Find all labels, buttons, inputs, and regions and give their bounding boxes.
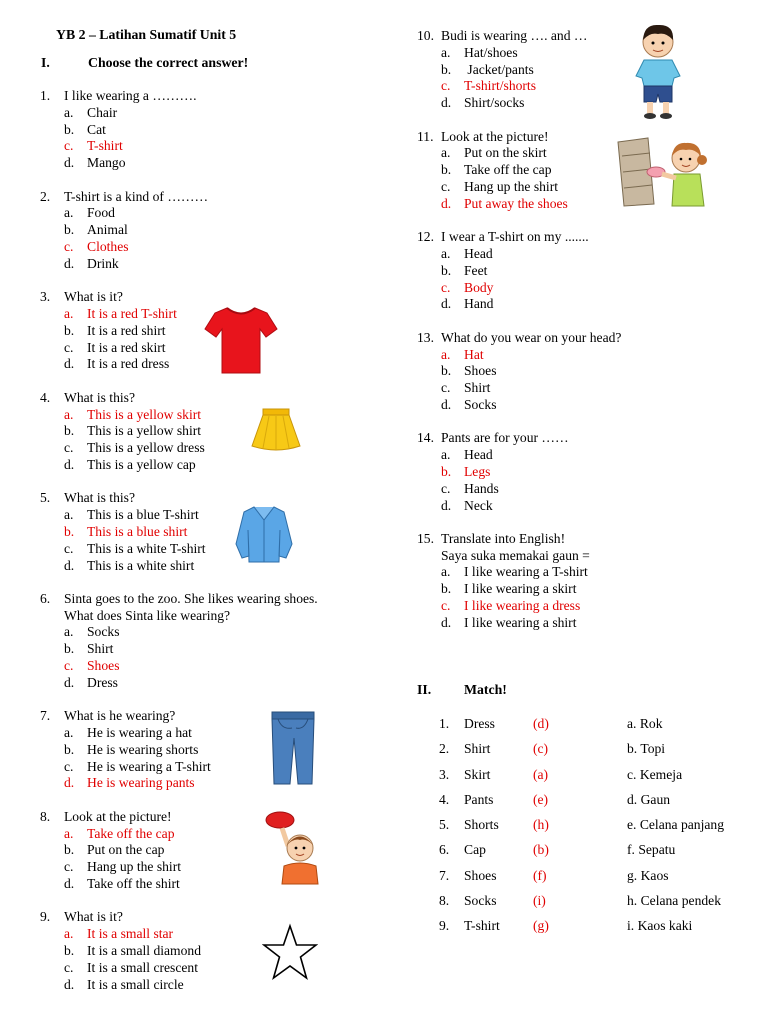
question-number: 14. xyxy=(417,430,434,446)
matching-answer: (i) xyxy=(533,893,546,909)
option-text: Dress xyxy=(87,674,118,690)
worksheet-title: YB 2 – Latihan Sumatif Unit 5 xyxy=(56,27,237,42)
answer-option xyxy=(417,296,621,313)
option-text: Socks xyxy=(464,396,497,412)
blue-shirt-picture xyxy=(232,504,296,564)
question-10 xyxy=(417,28,621,112)
matching-word: Cap xyxy=(464,842,486,858)
option-letter: d. xyxy=(64,456,75,472)
option-letter: b. xyxy=(441,581,452,597)
option-text: Shoes xyxy=(464,363,497,379)
question-13 xyxy=(417,330,621,414)
question-11 xyxy=(417,129,621,213)
option-letter: a. xyxy=(64,305,74,321)
answer-option xyxy=(417,564,621,581)
answer-option xyxy=(417,581,621,598)
matching-answer: (e) xyxy=(533,791,549,807)
option-letter: d. xyxy=(64,155,75,171)
answer-option xyxy=(417,95,621,112)
matching-choice: a. Rok xyxy=(627,716,663,731)
question-number: 1. xyxy=(40,88,51,103)
answer-option-correct xyxy=(417,196,621,213)
matching-answer: (f) xyxy=(533,867,547,883)
answer-option xyxy=(417,447,621,464)
option-letter: d. xyxy=(441,396,452,412)
option-letter: d. xyxy=(441,296,452,312)
question-number: 3. xyxy=(40,289,51,305)
answer-option xyxy=(40,675,318,692)
option-text: This is a yellow cap xyxy=(87,456,196,472)
matching-word: Socks xyxy=(464,893,497,909)
star-picture xyxy=(262,922,318,984)
question-number: 12. xyxy=(417,229,434,245)
matching-answer: (d) xyxy=(533,716,549,731)
option-text: He is wearing pants xyxy=(87,775,195,791)
option-letter: b. xyxy=(64,523,75,539)
matching-answer: (b) xyxy=(533,842,549,858)
option-letter: d. xyxy=(64,775,75,791)
matching-answer: (g) xyxy=(533,918,549,934)
option-text: T-shirt xyxy=(87,138,123,154)
section-2-text: Match! xyxy=(464,682,507,697)
matching-number: 6. xyxy=(439,842,450,858)
question-number: 2. xyxy=(40,188,51,204)
matching-choice: d. Gaun xyxy=(627,791,671,807)
matching-number: 2. xyxy=(439,741,450,757)
answer-option xyxy=(417,615,621,632)
answer-option-correct xyxy=(417,598,621,615)
option-text: I like wearing a skirt xyxy=(464,581,577,597)
option-text: Take off the cap xyxy=(87,825,175,841)
question-stem-line xyxy=(417,229,621,246)
question-number xyxy=(417,548,441,565)
matching-word: Pants xyxy=(464,791,494,807)
question-text: What is it? xyxy=(64,289,123,305)
option-text: It is a red skirt xyxy=(87,339,166,355)
option-letter: a. xyxy=(64,624,74,640)
question-stem-line xyxy=(417,430,621,447)
question-number: 6. xyxy=(40,590,51,606)
option-text: Take off the shirt xyxy=(87,876,180,892)
answer-option xyxy=(40,457,318,474)
boy-tshirt-shorts-picture xyxy=(630,20,686,120)
option-text: This is a blue T-shirt xyxy=(87,507,199,523)
matching-number: 3. xyxy=(439,766,450,782)
answer-option xyxy=(417,380,621,397)
option-text: Put on the skirt xyxy=(464,145,547,161)
question-stem-line xyxy=(40,390,318,407)
answer-option xyxy=(40,105,318,122)
option-letter: b. xyxy=(64,322,75,338)
matching-number: 8. xyxy=(439,893,450,909)
option-letter: b. xyxy=(64,741,75,757)
question-number: 9. xyxy=(40,909,51,925)
section-2-number: II. xyxy=(417,682,432,697)
option-letter: c. xyxy=(64,339,74,355)
option-text: It is a red dress xyxy=(87,356,170,372)
section-1-text: Choose the correct answer! xyxy=(88,55,249,70)
matching-word: Dress xyxy=(464,716,495,731)
option-text: Chair xyxy=(87,104,118,120)
option-letter: b. xyxy=(441,363,452,379)
option-letter: a. xyxy=(64,725,74,741)
option-text: Jacket/pants xyxy=(464,61,534,77)
option-letter: c. xyxy=(441,480,451,496)
section-2-heading xyxy=(417,682,507,698)
matching-word: Shirt xyxy=(464,741,491,757)
question-number: 7. xyxy=(40,708,51,724)
matching-word: Shoes xyxy=(464,867,497,883)
answer-option xyxy=(417,246,621,263)
option-text: Put on the cap xyxy=(87,842,165,858)
yellow-skirt-picture xyxy=(250,406,302,452)
option-text: This is a yellow shirt xyxy=(87,423,202,439)
matching-word: T-shirt xyxy=(464,918,500,934)
option-text: Hang up the shirt xyxy=(87,859,182,875)
option-text: Head xyxy=(464,447,493,463)
option-text: It is a small circle xyxy=(87,976,184,992)
question-stem-line xyxy=(417,548,621,565)
matching-choice: c. Kemeja xyxy=(627,766,683,782)
question-number: 8. xyxy=(40,808,51,824)
question-stem-line xyxy=(417,531,621,548)
matching-number: 7. xyxy=(439,867,450,883)
option-letter: a. xyxy=(441,44,451,60)
option-letter: c. xyxy=(64,540,74,556)
option-text: Shirt xyxy=(464,380,491,396)
question-text: Pants are for your …… xyxy=(441,430,569,446)
option-letter: d. xyxy=(64,557,75,573)
option-text: Shoes xyxy=(87,658,120,674)
matching-number: 1. xyxy=(439,716,450,731)
option-letter: c. xyxy=(441,279,451,295)
option-text: It is a small star xyxy=(87,926,174,942)
option-letter: c. xyxy=(64,859,74,875)
question-12 xyxy=(417,229,621,313)
option-text: Feet xyxy=(464,262,488,278)
option-letter: c. xyxy=(64,658,74,674)
option-text: Clothes xyxy=(87,238,129,254)
option-text: Hand xyxy=(464,296,494,312)
option-text: Neck xyxy=(464,497,493,513)
option-letter: b. xyxy=(64,641,75,657)
option-letter: a. xyxy=(64,406,74,422)
question-6 xyxy=(40,591,318,692)
question-15 xyxy=(417,531,621,632)
answer-option xyxy=(417,45,621,62)
option-text: This is a white shirt xyxy=(87,557,195,573)
question-text: Translate into English! xyxy=(441,530,566,546)
answer-option xyxy=(40,624,318,641)
matching-word: Shorts xyxy=(464,817,499,833)
answer-option xyxy=(40,122,318,139)
answer-option xyxy=(417,263,621,280)
section-1-heading xyxy=(41,55,248,71)
option-text: Hat/shoes xyxy=(464,44,518,60)
option-text: He is wearing a T-shirt xyxy=(87,758,211,774)
answer-option-correct xyxy=(417,464,621,481)
option-letter: c. xyxy=(64,758,74,774)
matching-number: 5. xyxy=(439,817,450,833)
option-letter: c. xyxy=(441,598,451,614)
answer-option xyxy=(40,155,318,172)
answer-option-correct xyxy=(40,138,318,155)
option-text: This is a yellow dress xyxy=(87,440,205,456)
option-text: He is wearing shorts xyxy=(87,741,199,757)
option-letter: a. xyxy=(64,104,74,120)
matching-choice: b. Topi xyxy=(627,741,666,757)
option-text: I like wearing a dress xyxy=(464,598,581,614)
option-text: Cat xyxy=(87,121,106,137)
option-letter: a. xyxy=(441,145,451,161)
option-letter: a. xyxy=(64,507,74,523)
option-letter: c. xyxy=(64,959,74,975)
option-letter: b. xyxy=(64,842,75,858)
question-number xyxy=(40,608,64,625)
right-column xyxy=(417,28,621,632)
option-text: Shirt xyxy=(87,641,114,657)
option-letter: b. xyxy=(441,463,452,479)
matching-number: 9. xyxy=(439,918,450,934)
matching-choice: g. Kaos xyxy=(627,867,669,883)
option-text: It is a small crescent xyxy=(87,959,198,975)
option-letter: b. xyxy=(64,423,75,439)
matching-answer: (h) xyxy=(533,817,549,833)
option-text: It is a small diamond xyxy=(87,943,202,959)
option-letter: b. xyxy=(441,262,452,278)
option-letter: d. xyxy=(441,195,452,211)
option-text: Take off the cap xyxy=(464,162,552,178)
option-letter: d. xyxy=(64,255,75,271)
question-text: What is this? xyxy=(64,389,135,405)
answer-option xyxy=(40,641,318,658)
question-stem-line xyxy=(40,189,318,206)
question-number: 15. xyxy=(417,530,434,546)
option-letter: d. xyxy=(64,976,75,992)
option-letter: b. xyxy=(441,162,452,178)
option-text: Food xyxy=(87,205,115,221)
option-text: Mango xyxy=(87,155,126,171)
jeans-picture xyxy=(268,710,318,786)
answer-option-correct xyxy=(417,347,621,364)
option-letter: b. xyxy=(64,943,75,959)
matching-number: 4. xyxy=(439,791,450,807)
option-letter: d. xyxy=(64,876,75,892)
question-text: What is this? xyxy=(64,490,135,506)
question-text: What does Sinta like wearing? xyxy=(64,607,231,623)
option-letter: a. xyxy=(441,564,451,580)
option-text: This is a yellow skirt xyxy=(87,406,202,422)
section-1-number: I. xyxy=(41,55,50,70)
matching-choice: h. Celana pendek xyxy=(627,893,721,909)
option-letter: c. xyxy=(64,138,74,154)
boy-taking-off-cap-picture xyxy=(262,808,326,886)
option-letter: b. xyxy=(64,121,75,137)
option-letter: d. xyxy=(441,614,452,630)
question-text: Look at the picture! xyxy=(441,128,549,144)
matching-choice: f. Sepatu xyxy=(627,842,676,858)
girl-putting-away-shoes-picture xyxy=(614,134,714,208)
option-letter: b. xyxy=(64,222,75,238)
question-2 xyxy=(40,189,318,273)
option-text: This is a white T-shirt xyxy=(87,540,206,556)
question-1 xyxy=(40,88,318,172)
red-tshirt-picture xyxy=(203,305,279,377)
matching-choice: e. Celana panjang xyxy=(627,817,725,833)
option-text: Shirt/socks xyxy=(464,95,525,111)
option-letter: a. xyxy=(441,346,451,362)
question-text: I wear a T-shirt on my ....... xyxy=(441,229,589,245)
option-letter: a. xyxy=(64,926,74,942)
option-letter: a. xyxy=(441,447,451,463)
option-letter: a. xyxy=(441,245,451,261)
matching-answer: (c) xyxy=(533,741,549,757)
option-text: Socks xyxy=(87,624,120,640)
question-number: 10. xyxy=(417,28,434,43)
question-number: 5. xyxy=(40,490,51,506)
question-number: 4. xyxy=(40,389,51,405)
question-stem-line xyxy=(40,591,318,608)
option-text: Body xyxy=(464,279,494,295)
option-text: I like wearing a shirt xyxy=(464,614,577,630)
option-text: Hang up the shirt xyxy=(464,178,559,194)
option-text: It is a red shirt xyxy=(87,322,166,338)
answer-option xyxy=(417,498,621,515)
answer-option xyxy=(417,145,621,162)
question-text: Saya suka memakai gaun = xyxy=(441,547,590,563)
question-number: 13. xyxy=(417,329,434,345)
answer-option xyxy=(417,363,621,380)
option-text: Animal xyxy=(87,222,128,238)
option-text: Hands xyxy=(464,480,499,496)
option-text: Head xyxy=(464,245,493,261)
option-letter: b. xyxy=(441,61,452,77)
answer-option-correct xyxy=(40,658,318,675)
matching-word: Skirt xyxy=(464,766,491,782)
option-letter: a. xyxy=(64,205,74,221)
answer-option xyxy=(40,256,318,273)
answer-option xyxy=(40,222,318,239)
option-text: He is wearing a hat xyxy=(87,725,192,741)
question-text: Look at the picture! xyxy=(64,808,172,824)
option-text: This is a blue shirt xyxy=(87,523,188,539)
option-text: T-shirt/shorts xyxy=(464,78,537,94)
answer-option-correct xyxy=(417,78,621,95)
question-stem-line xyxy=(417,28,621,45)
answer-option xyxy=(417,162,621,179)
option-letter: d. xyxy=(64,674,75,690)
option-text: Put away the shoes xyxy=(464,195,568,211)
question-stem-line xyxy=(417,129,621,146)
option-letter: c. xyxy=(64,440,74,456)
answer-option xyxy=(40,205,318,222)
answer-option-correct xyxy=(417,280,621,297)
question-text: I like wearing a ………. xyxy=(64,88,197,103)
question-number: 11. xyxy=(417,128,434,144)
answer-option xyxy=(417,179,621,196)
question-stem-line xyxy=(40,608,318,625)
answer-option-correct xyxy=(40,239,318,256)
option-letter: d. xyxy=(441,497,452,513)
option-text: Hat xyxy=(464,346,484,362)
question-text: Sinta goes to the zoo. She likes wearing shoes. xyxy=(64,590,318,606)
option-letter: c. xyxy=(441,380,451,396)
option-text: Legs xyxy=(464,463,491,479)
answer-option xyxy=(417,62,621,79)
option-letter: d. xyxy=(64,356,75,372)
option-text: I like wearing a T-shirt xyxy=(464,564,588,580)
question-text: Budi is wearing …. and … xyxy=(441,28,588,43)
matching-choice: i. Kaos kaki xyxy=(627,918,693,934)
question-stem-line xyxy=(417,330,621,347)
question-text: What is he wearing? xyxy=(64,708,176,724)
option-letter: a. xyxy=(64,825,74,841)
question-text: What is it? xyxy=(64,909,123,925)
option-letter: c. xyxy=(441,78,451,94)
matching-answer: (a) xyxy=(533,766,549,782)
question-text: T-shirt is a kind of ……… xyxy=(64,188,209,204)
option-text: Drink xyxy=(87,255,119,271)
option-letter: c. xyxy=(441,178,451,194)
option-letter: d. xyxy=(441,95,452,111)
option-letter: c. xyxy=(64,238,74,254)
question-stem-line xyxy=(40,289,318,306)
option-text: It is a red T-shirt xyxy=(87,305,177,321)
question-stem-line xyxy=(40,88,318,105)
answer-option xyxy=(417,481,621,498)
question-text: What do you wear on your head? xyxy=(441,329,622,345)
answer-option xyxy=(417,397,621,414)
question-14 xyxy=(417,430,621,514)
